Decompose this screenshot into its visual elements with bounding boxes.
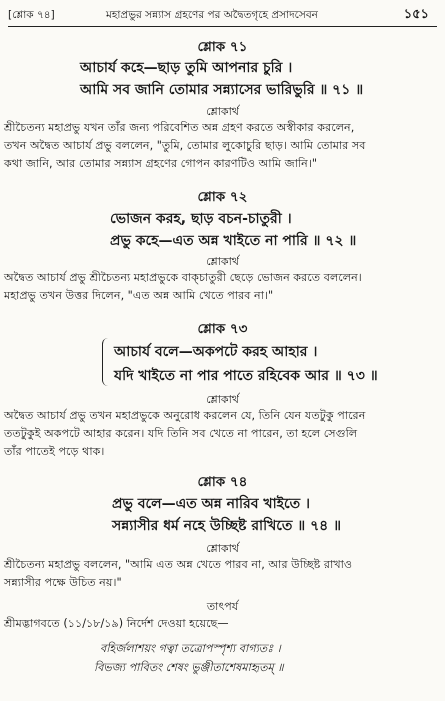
verse-bracket [102, 338, 111, 386]
header-chapter-title: মহাপ্রভুর সন্ন্যাস গ্রহণের পর অদ্বৈতগৃহে প্রসাদসেবন [106, 9, 318, 21]
purport-quote-line-1: বহির্জলাশয়ং গত্বা তত্রোপস্পৃশ্য বাগ্যতঃ । [100, 642, 281, 655]
verse-73-translation-line-1: অদ্বৈত আচার্য প্রভু তখন মহাপ্রভুকে অনুরোধ করলেন যে, তিনি যেন যতটুকু পারেন [4, 409, 366, 422]
verse-72-translation-line-2: মহাপ্রভু তখন উত্তর দিলেন, "এত অন্ন আমি খেতে পারব না।" [4, 289, 274, 302]
verse-73-translation-line-3: তাঁর পাতেই পড়ে থাক। [4, 445, 105, 458]
verse-72-line-1: ভোজন করহ, ছাড় বচন-চাতুরী । [110, 211, 292, 227]
verse-73-translation-line-2: ততটুকুই অকপটে আহার করেন। যদি তিনি সব খেতে না পারেন, তা হলে সেগুলি [4, 427, 358, 440]
verse-71-translation-line-2: তখন অদ্বৈত আচার্য প্রভু বললেন, "তুমি, তোমার লুকোচুরি ছাড়। আমি তোমার সব [4, 139, 366, 152]
purport-label: তাৎপর্য [206, 600, 239, 613]
verse-74-translation-line-2: সন্ন্যাসীর পক্ষে উচিত নয়।" [4, 576, 122, 589]
verse-71-translation-line-3: কথা জানি, আর তোমার সন্ন্যাস গ্রহণের গোপন কারণটিও আমি জানি।" [4, 157, 317, 170]
purport-quote-line-2: বিভজ্য পাবিতং শেষং ভুঞ্জীতাশেষমাহৃতম্ ॥ [94, 661, 284, 674]
verse-73-line-2: যদি খাইতে না পার পাতে রহিবেক আর ॥ ৭৩ ॥ [114, 368, 378, 384]
verse-74-translation-label: শ্লোকার্থ [206, 542, 239, 555]
verse-73-translation-label: শ্লোকার্থ [206, 393, 239, 406]
verse-71-translation-label: শ্লোকার্থ [206, 105, 239, 118]
purport-intro: শ্রীমদ্ভাগবতে (১১/১৮/১৯) নির্দেশ দেওয়া হয়েছে— [4, 617, 229, 630]
verse-72-heading: শ্লোক ৭২ [197, 189, 248, 205]
verse-71-line-1: আচার্য কহে—ছাড় তুমি আপনার চুরি । [80, 60, 293, 76]
verse-71-line-2: আমি সব জানি তোমার সন্ন্যাসের ভারিভুরি ॥ ৭১ ॥ [80, 82, 364, 98]
verse-74-heading: শ্লোক ৭৪ [197, 474, 248, 490]
verse-72-translation-label: শ্লোকার্থ [206, 255, 239, 268]
verse-73-line-1: আচার্য বলে—অকপটে করহ আহার । [114, 344, 318, 360]
verse-74-translation-line-1: শ্রীচৈতন্য মহাপ্রভু বললেন, "আমি এত অন্ন খেতে পারব না, আর উচ্ছিষ্ট রাখাও [4, 558, 353, 571]
verse-71-heading: শ্লোক ৭১ [197, 39, 248, 55]
verse-74-line-2: সন্ন্যাসীর ধর্ম নহে উচ্ছিষ্ট রাখিতে ॥ ৭৪ ॥ [112, 518, 342, 534]
verse-71-translation-line-1: শ্রীচৈতন্য মহাপ্রভু যখন তাঁর জন্য পরিবেশিত অন্ন গ্রহণ করতে অস্বীকার করলেন, [4, 121, 355, 134]
page-number: ১৫১ [403, 7, 429, 22]
verse-72-translation-line-1: অদ্বৈত আচার্য প্রভু শ্রীচৈতন্য মহাপ্রভুকে বাক্চাতুরী ছেড়ে ভোজন করতে বললেন। [4, 271, 362, 284]
header-rule [8, 26, 437, 27]
verse-73-heading: শ্লোক ৭৩ [197, 321, 248, 337]
header-verse-ref: [শ্লোক ৭৪] [8, 9, 55, 21]
running-header [8, 6, 437, 24]
verse-72-line-2: প্রভু কহে—এত অন্ন খাইতে না পারি ॥ ৭২ ॥ [110, 233, 357, 249]
verse-74-line-1: প্রভু বলে—এত অন্ন নারিব খাইতে । [112, 496, 310, 512]
